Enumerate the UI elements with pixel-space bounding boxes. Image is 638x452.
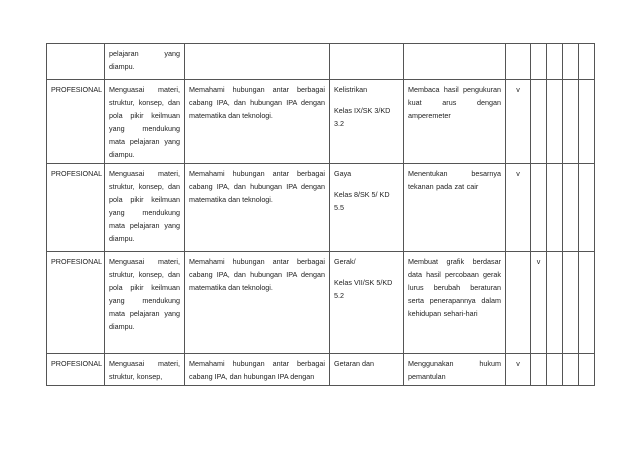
basic-competency-cell: Memahami hubungan antar berbagai cabang IPA, dan hubungan IPA dengan [185, 354, 330, 386]
core-competency-cell: Menguasai materi, struktur, konsep, [105, 354, 185, 386]
mark-cell [547, 44, 563, 80]
mark-cell [547, 80, 563, 164]
table-row [47, 354, 595, 386]
material-name: Gerak/ [334, 257, 356, 266]
material-cell [330, 44, 404, 80]
mark-cell [547, 252, 563, 354]
mark-cell [563, 80, 579, 164]
material-cell [330, 354, 404, 386]
mark-cell: v [506, 80, 531, 164]
basic-competency-cell: Memahami hubungan antar berbagai cabang IPA, dan hubungan IPA dengan matematika dan teknologi. [185, 80, 330, 164]
mark-cell [531, 44, 547, 80]
mark-cell [579, 44, 595, 80]
material-cell [330, 164, 404, 252]
mark-cell [531, 164, 547, 252]
mark-cell [579, 80, 595, 164]
mark-cell [579, 354, 595, 386]
mark-cell [579, 252, 595, 354]
competency-table [46, 43, 595, 386]
mark-cell [563, 252, 579, 354]
indicator-cell [404, 44, 506, 80]
mark-cell [531, 80, 547, 164]
material-class: Kelas VII/SK 5/KD 5.2 [334, 278, 393, 300]
material-class: Kelas IX/SK 3/KD 3.2 [334, 106, 391, 128]
mark-cell [547, 354, 563, 386]
material-name: Gaya [334, 169, 352, 178]
mark-cell [531, 354, 547, 386]
mark-cell [563, 164, 579, 252]
basic-competency-cell [185, 44, 330, 80]
mark-cell [563, 44, 579, 80]
mark-cell: v [531, 252, 547, 354]
material-name: Getaran dan [334, 359, 374, 368]
material-cell [330, 252, 404, 354]
core-competency-cell: Menguasai materi, struktur, konsep, dan pola pikir keilmuan yang mendukung mata pelajaran yang diampu. [105, 80, 185, 164]
indicator-cell: Membaca hasil pengukuran kuat arus dengan amperemeter [404, 80, 506, 164]
competency-cell: PROFESIONAL [47, 164, 105, 252]
basic-competency-cell: Memahami hubungan antar berbagai cabang IPA, dan hubungan IPA dengan matematika dan teknologi. [185, 252, 330, 354]
mark-cell [563, 354, 579, 386]
basic-competency-cell: Memahami hubungan antar berbagai cabang IPA, dan hubungan IPA dengan matematika dan teknologi. [185, 164, 330, 252]
mark-cell: v [506, 354, 531, 386]
material-class: Kelas 8/SK 5/ KD 5.5 [334, 190, 390, 212]
indicator-cell: Membuat grafik berdasar data hasil percobaan gerak lurus berubah beraturan serta penerapannya dalam kehidupan sehari-hari [404, 252, 506, 354]
mark-cell [506, 44, 531, 80]
indicator-cell: Menggunakan hukum pemantulan [404, 354, 506, 386]
mark-cell [506, 252, 531, 354]
table-row [47, 80, 595, 164]
material-cell [330, 80, 404, 164]
mark-cell [547, 164, 563, 252]
table-row [47, 252, 595, 354]
competency-cell: PROFESIONAL [47, 354, 105, 386]
competency-cell: PROFESIONAL [47, 80, 105, 164]
core-competency-cell: Menguasai materi, struktur, konsep, dan pola pikir keilmuan yang mendukung mata pelajaran yang diampu. [105, 164, 185, 252]
material-name: Kelistrikan [334, 85, 368, 94]
core-competency-cell: pelajaran yang diampu. [105, 44, 185, 80]
mark-cell [579, 164, 595, 252]
table-row [47, 164, 595, 252]
table-row [47, 44, 595, 80]
core-competency-cell: Menguasai materi, struktur, konsep, dan pola pikir keilmuan yang mendukung mata pelajaran yang diampu. [105, 252, 185, 354]
mark-cell: v [506, 164, 531, 252]
competency-cell [47, 44, 105, 80]
competency-cell: PROFESIONAL [47, 252, 105, 354]
indicator-cell: Menentukan besarnya tekanan pada zat cair [404, 164, 506, 252]
